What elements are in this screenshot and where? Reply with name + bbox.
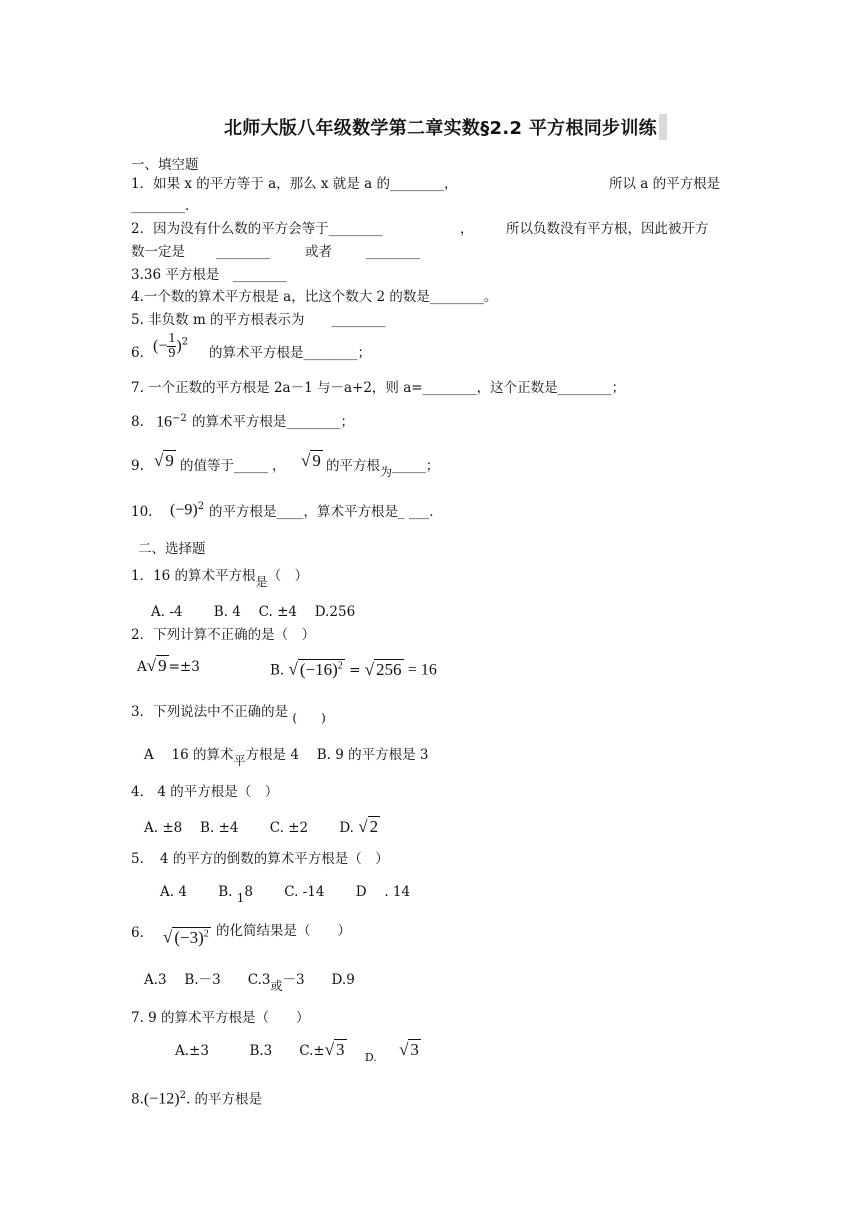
choice-question-6-number: 6.: [131, 925, 144, 941]
question-2-blank-2: ________: [366, 244, 420, 260]
question-3: 3.36 平方根是 ________: [131, 267, 287, 283]
question-10-number: 10.: [131, 504, 153, 520]
question-4: 4.一个数的算术平方根是 a，比这个数大 2 的数是________。: [131, 289, 498, 305]
question-6-expression: (− $\frac{1}{9}$ )$^2$: [153, 331, 189, 361]
choice-question-5: 5． 4 的平方的倒数的算术平方根是（ ）: [131, 851, 389, 867]
question-9-number: 9.: [131, 458, 144, 474]
choice-question-3-options: A 16 的算术平方根是 4 B. 9 的平方根是 3: [144, 747, 429, 768]
choice-question-6-options: A.3 B.－3 C.3或－3 D.9: [144, 972, 355, 993]
choice-question-5-options: A. 4 B. 18 C. -14 D . 14: [160, 884, 411, 905]
section-heading-choice: 二、选择题: [138, 541, 206, 557]
choice-question-1: 1．16 的算术平方根是（ ）: [131, 568, 309, 589]
question-8-text: 的算术平方根是________；: [192, 414, 354, 430]
choice-question-2-option-a: A√ 9 =±3: [137, 656, 200, 675]
choice-question-2-option-b: B. √ $(-16)^2$ = √ 256 = 16: [270, 659, 437, 679]
question-1-part-a: 1．如果 x 的平方等于 a，那么 x 就是 a 的________，: [131, 176, 458, 192]
question-2-part-c: 所以负数没有平方根，因此被开方: [506, 221, 709, 237]
question-2-part-d: 数一定是: [131, 244, 185, 260]
section-heading-fill-blank: 一、填空题: [131, 157, 199, 173]
choice-question-7: 7. 9 的算术平方根是（ ）: [131, 1010, 310, 1026]
document-title: 北师大版八年级数学第二章实数§2.2 平方根同步训练: [224, 114, 667, 140]
question-6-number: 6.: [131, 345, 144, 361]
question-8-number: 8.: [131, 414, 144, 430]
choice-question-6-expression: √ $(-3)^2$: [163, 927, 209, 947]
question-9-text-2: 的平方根为_____；: [326, 458, 440, 479]
choice-question-6-text: 的化简结果是（ ）: [216, 923, 351, 939]
question-10-text: 的平方根是____，算术平方根是_ ___.: [209, 504, 434, 520]
question-9-sqrt-2: √ 9: [301, 451, 321, 470]
question-10-expression: $(-9)^2$: [170, 501, 205, 519]
question-1-part-c: ________.: [131, 198, 190, 214]
choice-question-8: $8.(-12)^2$. 的平方根是: [131, 1090, 263, 1108]
question-5: 5. 非负数 m 的平方根表示为 ________: [131, 312, 386, 328]
question-2-part-b: ，: [460, 221, 474, 237]
choice-question-7-options: A.±3 B.3 C.±√ 3 $_{D.}$ √ 3: [175, 1040, 419, 1064]
question-2-or: 或者: [305, 244, 332, 260]
question-8-expression: $16^{-2}$: [156, 413, 187, 431]
choice-question-3: 3．下列说法中不正确的是 ( ): [131, 704, 326, 725]
question-2-part-a: 2．因为没有什么数的平方会等于________: [131, 221, 383, 237]
question-1-part-b: 所以 a 的平方根是: [609, 176, 721, 192]
choice-question-4: 4. 4 的平方根是（ ）: [131, 784, 279, 800]
question-9-text-1: 的值等于_____ ，: [180, 458, 286, 474]
choice-question-2: 2．下列计算不正确的是（ ）: [131, 627, 316, 643]
question-7: 7. 一个正数的平方根是 2a－1 与－a+2，则 a=________，这个正数是________；: [131, 380, 626, 396]
question-9-sqrt-1: √ 9: [154, 451, 174, 470]
question-6-text: 的算术平方根是________；: [209, 345, 371, 361]
question-2-blank-1: ________: [216, 244, 270, 260]
choice-question-4-options: A. ±8 B. ±4 C. ±2 D. √ 2: [144, 817, 379, 836]
choice-question-1-options: A. -4 B. 4 C. ±4 D.256: [151, 604, 356, 620]
